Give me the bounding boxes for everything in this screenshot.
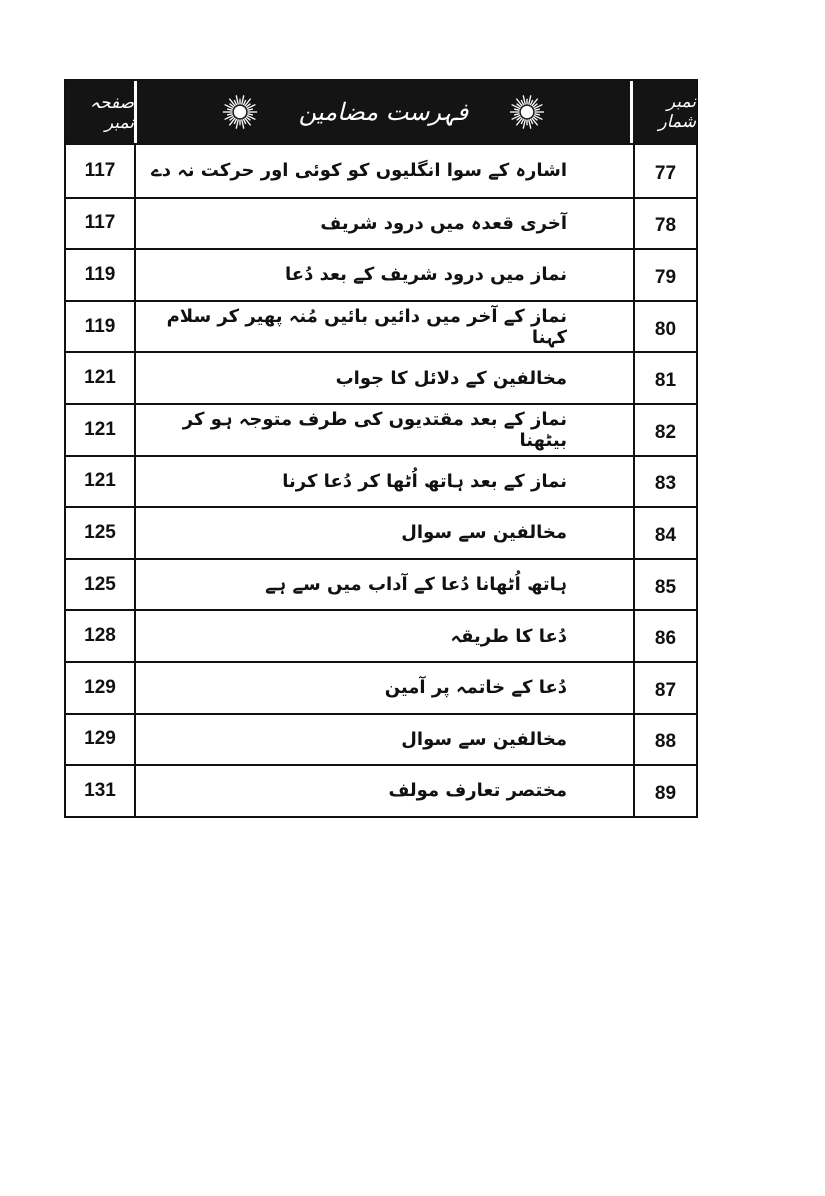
- table-row: [66, 300, 696, 352]
- topic-title: دُعا کا طریقہ: [450, 625, 567, 647]
- sunburst-icon: [221, 93, 259, 131]
- topic-title: دُعا کے خاتمہ پر آمین: [384, 677, 567, 699]
- page-number: 129: [66, 715, 136, 765]
- table-row: [66, 197, 696, 249]
- serial-number: 79: [633, 250, 696, 300]
- table-row: [66, 506, 696, 558]
- page-number: 125: [66, 508, 136, 558]
- topic-title: اشارہ کے سوا انگلیوں کو کوئی اور حرکت نہ دے: [151, 160, 567, 182]
- topic-title: آخری قعدہ میں درود شریف: [320, 212, 567, 234]
- serial-number: 82: [633, 405, 696, 455]
- page-number: 125: [66, 560, 136, 610]
- serial-number: 88: [633, 715, 696, 765]
- serial-number: 86: [633, 611, 696, 661]
- page-number: 129: [66, 663, 136, 713]
- sunburst-icon: [508, 93, 546, 131]
- table-title-bar: [137, 81, 630, 143]
- table-of-contents: [64, 79, 698, 818]
- table-row: [66, 558, 696, 610]
- topic-title: نماز میں درود شریف کے بعد دُعا: [285, 264, 567, 286]
- page-number: 131: [66, 766, 136, 816]
- table-row: [66, 248, 696, 300]
- table-row: [66, 661, 696, 713]
- serial-number: 78: [633, 199, 696, 249]
- page-number: 119: [66, 250, 136, 300]
- topic-title: مخالفین کے دلائل کا جواب: [335, 367, 567, 389]
- page-number-column-header: صفحہ نمبر: [66, 81, 137, 143]
- topic-title: نماز کے بعد مقتدیوں کی طرف متوجہ ہو کر بیٹھنا: [182, 408, 567, 451]
- serial-number: 85: [633, 560, 696, 610]
- table-row: [66, 713, 696, 765]
- serial-number: 80: [633, 302, 696, 352]
- serial-number: 81: [633, 353, 696, 403]
- table-header: [66, 81, 696, 145]
- serial-number: 84: [633, 508, 696, 558]
- page-number: 121: [66, 457, 136, 507]
- page-number: 128: [66, 611, 136, 661]
- table-row: [66, 403, 696, 455]
- topic-title: مخالفین سے سوال: [401, 522, 567, 544]
- page-number: 121: [66, 353, 136, 403]
- serial-number-column-header: نمبر شمار: [630, 81, 696, 143]
- table-row: [66, 764, 696, 816]
- page-number: 119: [66, 302, 136, 352]
- page-number: 121: [66, 405, 136, 455]
- topic-title: مختصر تعارف مولف: [388, 780, 567, 802]
- table-row: [66, 455, 696, 507]
- page-number: 117: [66, 145, 136, 197]
- serial-number: 87: [633, 663, 696, 713]
- topic-title: نماز کے آخر میں دائیں بائیں مُنہ پھیر کر سلام کہنا: [166, 305, 567, 348]
- serial-number: 89: [633, 766, 696, 816]
- serial-number: 77: [633, 145, 696, 197]
- table-row: [66, 609, 696, 661]
- topic-title: ہاتھ اُٹھانا دُعا کے آداب میں سے ہے: [265, 574, 567, 596]
- topic-title: نماز کے بعد ہاتھ اُٹھا کر دُعا کرنا: [282, 470, 567, 492]
- topic-title: مخالفین سے سوال: [401, 728, 567, 750]
- table-row: [66, 351, 696, 403]
- serial-number: 83: [633, 457, 696, 507]
- table-title: فہرست مضامین: [298, 98, 469, 126]
- table-row: [66, 145, 696, 197]
- page-number: 117: [66, 199, 136, 249]
